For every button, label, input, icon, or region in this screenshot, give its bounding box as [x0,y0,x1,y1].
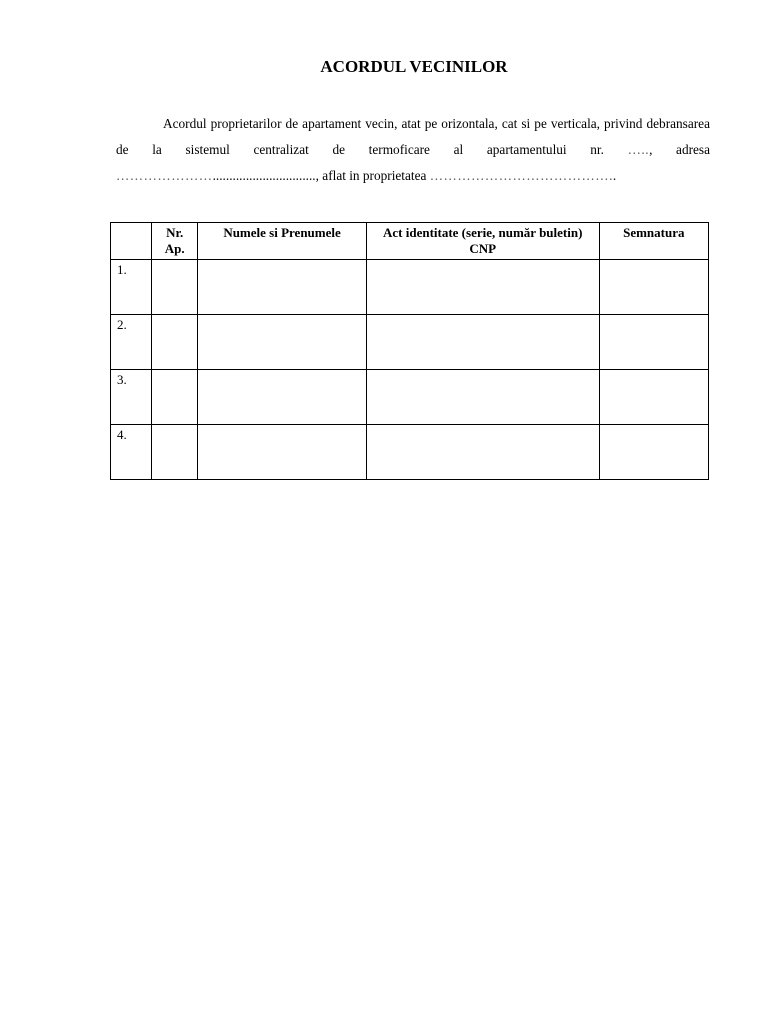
table-header-row [111,223,709,260]
id-cell [366,370,599,425]
table-row [111,425,709,480]
agreement-paragraph [116,111,710,189]
table-row [111,260,709,315]
signature-cell [599,260,708,315]
header-signature: Semnatura [599,223,708,260]
row-number: 3. [111,370,152,425]
document-title: ACORDUL VECINILOR [320,57,508,76]
apartment-cell [152,425,198,480]
header-index [111,223,152,260]
address-blank-b: ............................... [212,168,316,183]
row-number: 4. [111,425,152,480]
paragraph-text-1: Acordul proprietarilor de apartament vecin, atat pe orizontala, cat si pe verticala, privind debransarea de la sistemul centralizat de termoficare al apartamentului nr. [116,116,710,157]
header-id-document: Act identitate (serie, număr buletin) CNP [366,223,599,260]
table-row [111,370,709,425]
header-full-name: Numele si Prenumele [198,223,367,260]
paragraph-text-2: , adresa [649,142,711,157]
header-apartment-number: Nr. Ap. [152,223,198,260]
apartment-cell [152,315,198,370]
owner-blank: …………………………………. [429,168,613,183]
neighbors-table [110,222,709,480]
id-cell [366,425,599,480]
signature-cell [599,425,708,480]
paragraph-text-4: . [612,168,617,183]
address-blank-a: ………………… [116,168,213,183]
name-cell [198,425,367,480]
apartment-cell [152,370,198,425]
row-number: 2. [111,315,152,370]
apartment-number-blank: ….. [627,142,650,157]
table-row [111,315,709,370]
row-number: 1. [111,260,152,315]
name-cell [198,315,367,370]
name-cell [198,260,367,315]
signature-cell [599,315,708,370]
apartment-cell [152,260,198,315]
signature-cell [599,370,708,425]
id-cell [366,260,599,315]
name-cell [198,370,367,425]
paragraph-text-3: , aflat in proprietatea [315,168,430,183]
id-cell [366,315,599,370]
